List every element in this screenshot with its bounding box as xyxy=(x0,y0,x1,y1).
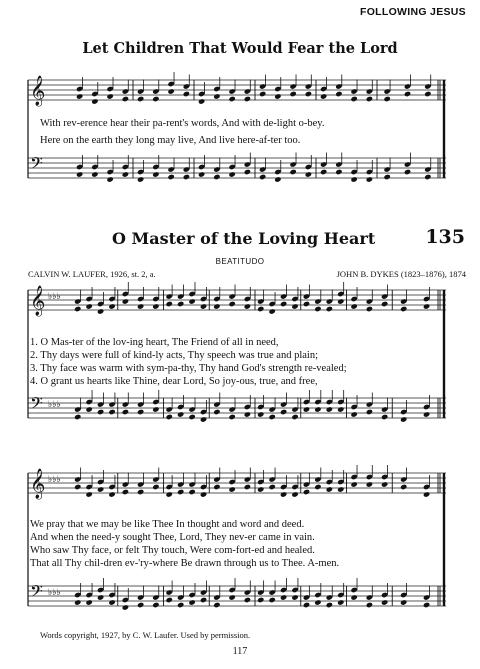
hymn2-system1-bass-note xyxy=(228,414,235,420)
hymn2-system1-treble-note xyxy=(213,303,220,309)
hymn2-system1-treble-note xyxy=(188,298,195,304)
hymn2-system2-bass-note xyxy=(228,594,235,600)
hymn2-system2-treble-note xyxy=(200,491,207,497)
hymn2-system2-treble-note xyxy=(291,491,298,497)
hymn1-system-treble-note xyxy=(76,93,83,99)
hymn2-system1-bass-note xyxy=(268,414,275,420)
hymn2-system2-bass-note xyxy=(257,597,264,603)
hymn1-system-treble-note xyxy=(122,96,129,102)
hymn2-system2-bass-note xyxy=(177,602,184,608)
author-credit: CALVIN W. LAUFER, 1926, st. 2, a. xyxy=(28,269,156,279)
hymn2-system1-treble-note xyxy=(326,306,333,312)
hymn2-system1-bass-note xyxy=(303,406,310,412)
hymn1-system-bass-clef-icon: 𝄢 xyxy=(30,153,43,177)
hymn2-system2-treble-note xyxy=(326,486,333,492)
hymn1-system-bass-note xyxy=(244,169,251,175)
hymn2-system1-treble-note xyxy=(108,303,115,309)
hymn2-system2-bass-note xyxy=(85,599,92,605)
hymn1-system-treble-note xyxy=(404,91,411,97)
hymn1-system-treble-note xyxy=(106,93,113,99)
hymn2-system1-bass-note xyxy=(85,406,92,412)
hymn2-system2-treble-note xyxy=(400,484,407,490)
hymn2-system2-key-signature-icon: ♭♭♭ xyxy=(48,475,61,485)
hymn1-system-bass-note xyxy=(366,176,373,182)
hymn2-system2-treble-note xyxy=(423,491,430,497)
hymn2-system2-bass-note xyxy=(303,602,310,608)
hymn2-system2-treble-note xyxy=(244,484,251,490)
hymn2-system2-treble-note xyxy=(303,489,310,495)
hymn2-system1-bass-note xyxy=(74,414,81,420)
hymn2-system1-key-signature-icon: ♭♭♭ xyxy=(48,400,61,410)
hymn2-verse-1a: 1. O Mas-ter of the lov-ing heart, The Friend of all in need, xyxy=(30,337,279,348)
hymn2-system1-bass-note xyxy=(350,411,357,417)
hymn2-system1-treble-note xyxy=(423,303,430,309)
hymn-number: 135 xyxy=(425,226,465,248)
hymn2-system2-bass-note xyxy=(314,599,321,605)
hymn2-system2-treble-note xyxy=(314,484,321,490)
hymn2-system2-bass-note xyxy=(122,604,129,610)
hymn1-system-bass-note xyxy=(228,171,235,177)
hymn1-system-treble-note xyxy=(228,96,235,102)
hymn2-system1-treble-note xyxy=(268,308,275,314)
hymn2-verse-3b: Who saw Thy face, or felt Thy touch, Were com-fort-ed and healed. xyxy=(30,545,315,556)
hymn1-system-treble-note xyxy=(305,91,312,97)
hymn2-system2-treble-note xyxy=(280,491,287,497)
hymn1-system-bass-note xyxy=(152,171,159,177)
hymn1-system-bass-note xyxy=(213,174,220,180)
hymn1-system-bass-note xyxy=(424,174,431,180)
hymn2-system1-bass-note xyxy=(314,406,321,412)
hymn1-system-treble-note xyxy=(91,98,98,104)
hymn2-system2-treble-note xyxy=(74,484,81,490)
hymn2-system1-treble-note xyxy=(244,303,251,309)
hymn2-system1-treble-note xyxy=(366,306,373,312)
hymn2-system1-treble-note xyxy=(177,301,184,307)
hymn2-system1-treble-note xyxy=(303,301,310,307)
hymn2-system1-treble-note xyxy=(122,298,129,304)
hymn2-system2-bass-note xyxy=(326,602,333,608)
hymn2-system2-bass-note xyxy=(337,599,344,605)
hymn1-system-treble-note xyxy=(274,93,281,99)
composer-credit: JOHN B. DYKES (1823–1876), 1874 xyxy=(336,269,466,279)
hymn2-system1-bass-note xyxy=(122,409,129,415)
hymn2-system1-bass-note xyxy=(152,406,159,412)
hymn2-system2-bass-note xyxy=(366,602,373,608)
hymn2-system2-treble-note xyxy=(366,481,373,487)
hymn2-system1-treble-note xyxy=(381,301,388,307)
hymn1-system-bass-note xyxy=(350,176,357,182)
hymn2-verse-4a: 4. O grant us hearts like Thine, dear Lord, So joy-ous, true, and free, xyxy=(30,376,318,387)
hymn2-system1-bass-note xyxy=(280,409,287,415)
hymn2-system1-treble-note xyxy=(291,303,298,309)
hymn-title-1: Let Children That Would Fear the Lord xyxy=(82,40,398,57)
hymn1-system-treble-note xyxy=(244,96,251,102)
hymn2-system1-bass-note xyxy=(137,409,144,415)
hymn1-verse-2: Here on the earth they long may live, And live here-af-ter too. xyxy=(40,135,301,146)
hymn1-system-treble-note xyxy=(152,96,159,102)
hymn2-system2-bass-note xyxy=(108,599,115,605)
hymn1-system-treble-note xyxy=(366,96,373,102)
hymn1-system-bass-note xyxy=(404,169,411,175)
hymn2-system2-bass-clef-icon: 𝄢 xyxy=(30,581,43,605)
hymn2-system1-bass-note xyxy=(326,406,333,412)
hymn2-system1-treble-note xyxy=(137,303,144,309)
hymn2-system1-bass-note xyxy=(366,409,373,415)
hymn2-system1-treble-note xyxy=(280,301,287,307)
hymn2-system2-bass-note xyxy=(213,602,220,608)
hymn2-system2-treble-note xyxy=(166,491,173,497)
hymn1-system-treble-note xyxy=(183,91,190,97)
hymn2-system1-treble-note xyxy=(97,308,104,314)
hymn2-system1-bass-note xyxy=(108,409,115,415)
hymn2-system1-bass-note xyxy=(381,414,388,420)
hymn2-system1-treble-note xyxy=(74,306,81,312)
hymn1-system-treble-note xyxy=(335,91,342,97)
hymn2-system2-bass-note xyxy=(152,602,159,608)
hymn2-system2-treble-note xyxy=(177,489,184,495)
hymn2-system1-bass-note xyxy=(200,416,207,422)
hymn1-system-treble-note xyxy=(424,91,431,97)
hymn2-verse-3a: 3. Thy face was warm with sym-pa-thy, Thy hand God's strength re-vealed; xyxy=(30,363,347,374)
hymn2-system2-bass-note xyxy=(291,594,298,600)
hymn2-system2-treble-note xyxy=(228,486,235,492)
hymn1-system-treble-note xyxy=(259,91,266,97)
hymn2-system1-treble-clef-icon: 𝄞 xyxy=(30,286,46,316)
hymn2-system1-bass-note xyxy=(166,414,173,420)
hymn2-system2-bass-note xyxy=(280,594,287,600)
hymn2-system1-bass-note xyxy=(423,411,430,417)
hymn2-system2-treble-note xyxy=(122,489,129,495)
hymn2-system2-key-signature-icon: ♭♭♭ xyxy=(48,588,61,598)
hymn2-system1-treble-note xyxy=(257,306,264,312)
hymn1-system-treble-note xyxy=(213,93,220,99)
copyright-note: Words copyright, 1927, by C. W. Laufer. Used by permission. xyxy=(40,630,251,640)
hymn2-system1-treble-note xyxy=(152,303,159,309)
hymn1-system-bass-note xyxy=(91,171,98,177)
hymn2-system2-treble-note xyxy=(381,481,388,487)
hymn2-verse-4b: That all Thy chil-dren ev-'ry-where Be drawn through us to Thee. A-men. xyxy=(30,558,340,569)
hymn2-system1-bass-note xyxy=(244,411,251,417)
hymn2-system2-treble-note xyxy=(268,484,275,490)
section-header: FOLLOWING JESUS xyxy=(359,6,466,18)
hymn2-system1-treble-note xyxy=(200,303,207,309)
hymn2-verse-1b: We pray that we may be like Thee In thought and word and deed. xyxy=(30,519,305,530)
hymn2-system2-bass-note xyxy=(137,602,144,608)
hymn2-system2-treble-note xyxy=(337,486,344,492)
hymn2-system2-bass-note xyxy=(244,597,251,603)
hymn1-system-treble-note xyxy=(137,96,144,102)
hymn1-system-treble-note xyxy=(350,96,357,102)
hymn1-system-bass-note xyxy=(76,171,83,177)
hymn2-system2-treble-note xyxy=(85,491,92,497)
hymn1-system-bass-note xyxy=(106,176,113,182)
hymn1-system-bass-note xyxy=(137,176,144,182)
hymn2-system1-treble-note xyxy=(400,306,407,312)
hymn2-system2-bass-note xyxy=(423,602,430,608)
hymn1-verse-1: With rev-erence hear their pa-rent's words, And with de-light o-bey. xyxy=(40,118,325,129)
hymn2-system1-key-signature-icon: ♭♭♭ xyxy=(48,292,61,302)
hymn1-system-bass-note xyxy=(122,171,129,177)
hymn-title-2: O Master of the Loving Heart xyxy=(112,229,376,248)
hymn2-system2-treble-note xyxy=(108,491,115,497)
hymn2-system2-bass-note xyxy=(200,597,207,603)
hymn1-system-bass-note xyxy=(305,171,312,177)
hymn2-system1-bass-note xyxy=(337,406,344,412)
tune-name: BEATITUDO xyxy=(215,257,265,266)
hymn2-system1-bass-clef-icon: 𝄢 xyxy=(30,393,43,417)
hymn1-system-treble-note xyxy=(167,88,174,94)
hymn1-system-treble-note xyxy=(198,98,205,104)
hymn2-system1-treble-note xyxy=(166,301,173,307)
hymn2-system1-treble-note xyxy=(337,298,344,304)
hymn2-system1-treble-note xyxy=(314,306,321,312)
hymn1-system-bass-note xyxy=(274,176,281,182)
hymn2-system1-treble-note xyxy=(85,303,92,309)
hymn1-system-bass-note xyxy=(384,174,391,180)
hymn2-system1-bass-note xyxy=(177,411,184,417)
hymn2-system2-treble-note xyxy=(188,489,195,495)
hymn1-system-treble-clef-icon: 𝄞 xyxy=(30,76,46,106)
hymn2-system2-treble-note xyxy=(213,484,220,490)
hymn2-system1-bass-note xyxy=(213,409,220,415)
hymn1-system-bass-note xyxy=(335,169,342,175)
hymn2-system2-treble-note xyxy=(350,481,357,487)
hymn2-system2-bass-note xyxy=(350,594,357,600)
hymn1-system-bass-note xyxy=(289,169,296,175)
hymn2-system1-bass-note xyxy=(97,409,104,415)
hymn1-system-treble-note xyxy=(384,96,391,102)
hymn1-system-treble-note xyxy=(289,91,296,97)
hymn2-system2-bass-note xyxy=(381,599,388,605)
hymn1-system-bass-note xyxy=(198,171,205,177)
hymn1-system-treble-note xyxy=(320,93,327,99)
hymn2-verse-2b: And when the need-y sought Thee, Lord, They nev-er came in vain. xyxy=(30,532,315,543)
hymn2-system2-treble-note xyxy=(97,486,104,492)
hymn1-system-bass-note xyxy=(167,174,174,180)
hymn2-system2-treble-note xyxy=(137,489,144,495)
hymn2-system2-treble-note xyxy=(152,484,159,490)
hymn2-verse-2a: 2. Thy days were full of kind-ly acts, Thy speech was true and plain; xyxy=(30,350,318,361)
hymn2-system2-treble-note xyxy=(257,486,264,492)
hymn1-system-bass-note xyxy=(259,174,266,180)
hymn2-system2-bass-note xyxy=(268,597,275,603)
hymn2-system2-bass-note xyxy=(188,599,195,605)
hymn2-system1-treble-note xyxy=(350,303,357,309)
hymn2-system2-bass-note xyxy=(74,599,81,605)
hymn2-system1-bass-note xyxy=(188,414,195,420)
hymn2-system2-bass-note xyxy=(166,597,173,603)
hymn2-system1-treble-note xyxy=(228,301,235,307)
hymn2-system2-bass-note xyxy=(97,594,104,600)
hymn2-system2-bass-note xyxy=(400,599,407,605)
hymn1-system-bass-note xyxy=(320,169,327,175)
page-number: 117 xyxy=(232,646,248,657)
hymn2-system2-treble-clef-icon: 𝄞 xyxy=(30,469,46,499)
hymn2-system1-bass-note xyxy=(257,411,264,417)
hymn2-system1-bass-note xyxy=(400,416,407,422)
hymn1-system-bass-note xyxy=(183,174,190,180)
hymn2-system1-bass-note xyxy=(291,414,298,420)
